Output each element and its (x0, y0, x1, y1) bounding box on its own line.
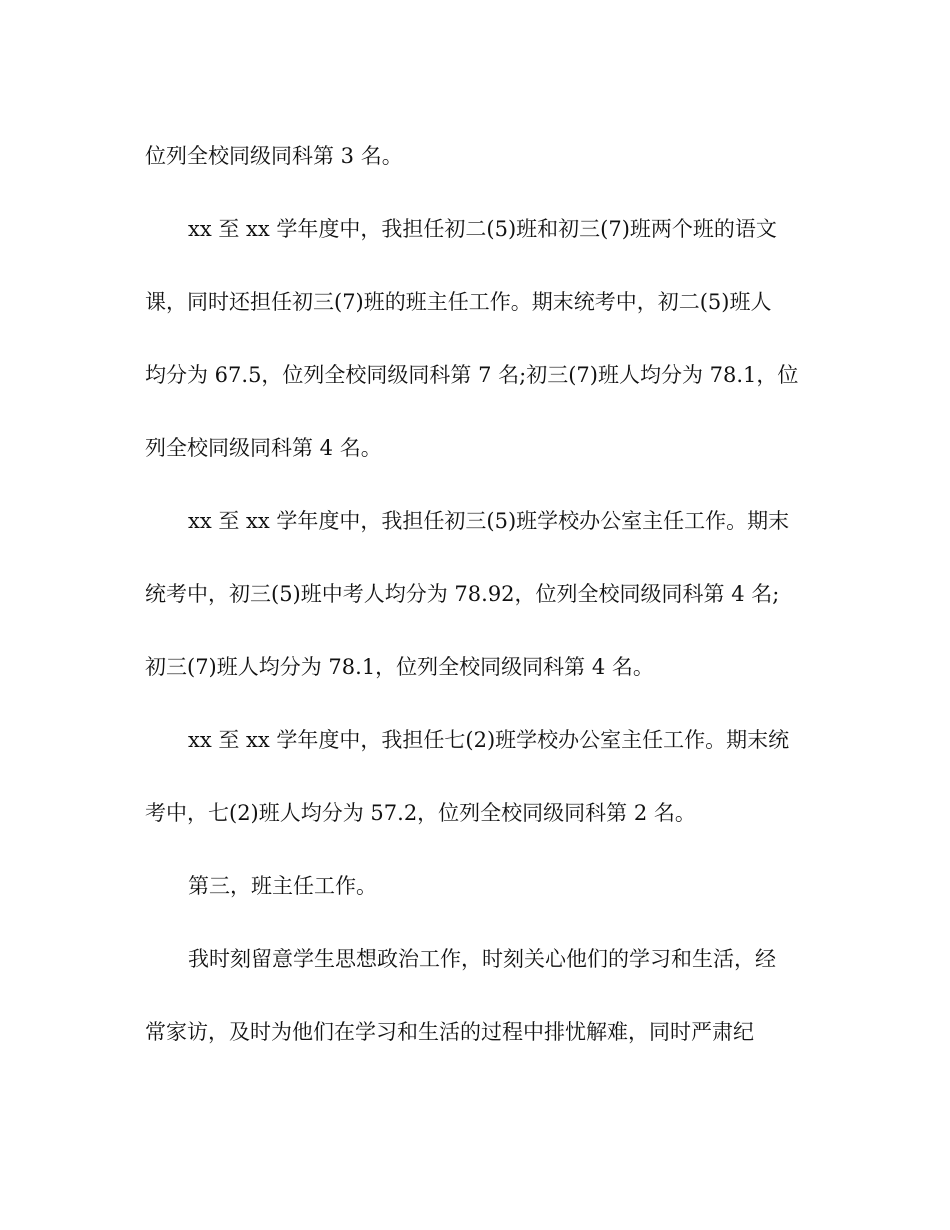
text-line-8: 初三(7)班人均分为 78.1，位列全校同级同科第 4 名。 (145, 655, 654, 679)
text-line-13: 常家访，及时为他们在学习和生活的过程中排忧解难，同时严肃纪 (145, 1020, 754, 1044)
text-line-3: 课，同时还担任初三(7)班的班主任工作。期末统考中，初二(5)班人 (145, 290, 772, 314)
text-line-12: 我时刻留意学生思想政治工作，时刻关心他们的学习和生活，经 (188, 947, 776, 971)
text-line-10: 考中，七(2)班人均分为 57.2，位列全校同级同科第 2 名。 (145, 801, 696, 825)
text-line-1: 位列全校同级同科第 3 名。 (145, 144, 403, 168)
text-line-2: xx 至 xx 学年度中，我担任初二(5)班和初三(7)班两个班的语文 (188, 217, 777, 241)
text-line-11: 第三，班主任工作。 (188, 874, 377, 898)
text-line-9: xx 至 xx 学年度中，我担任七(2)班学校办公室主任工作。期末统 (188, 728, 790, 752)
text-line-5: 列全校同级同科第 4 名。 (145, 436, 382, 460)
text-line-4: 均分为 67.5，位列全校同级同科第 7 名;初三(7)班人均分为 78.1，位 (145, 363, 799, 387)
text-line-6: xx 至 xx 学年度中，我担任初三(5)班学校办公室主任工作。期末 (188, 509, 790, 533)
text-line-7: 统考中，初三(5)班中考人均分为 78.92，位列全校同级同科第 4 名; (145, 582, 780, 606)
